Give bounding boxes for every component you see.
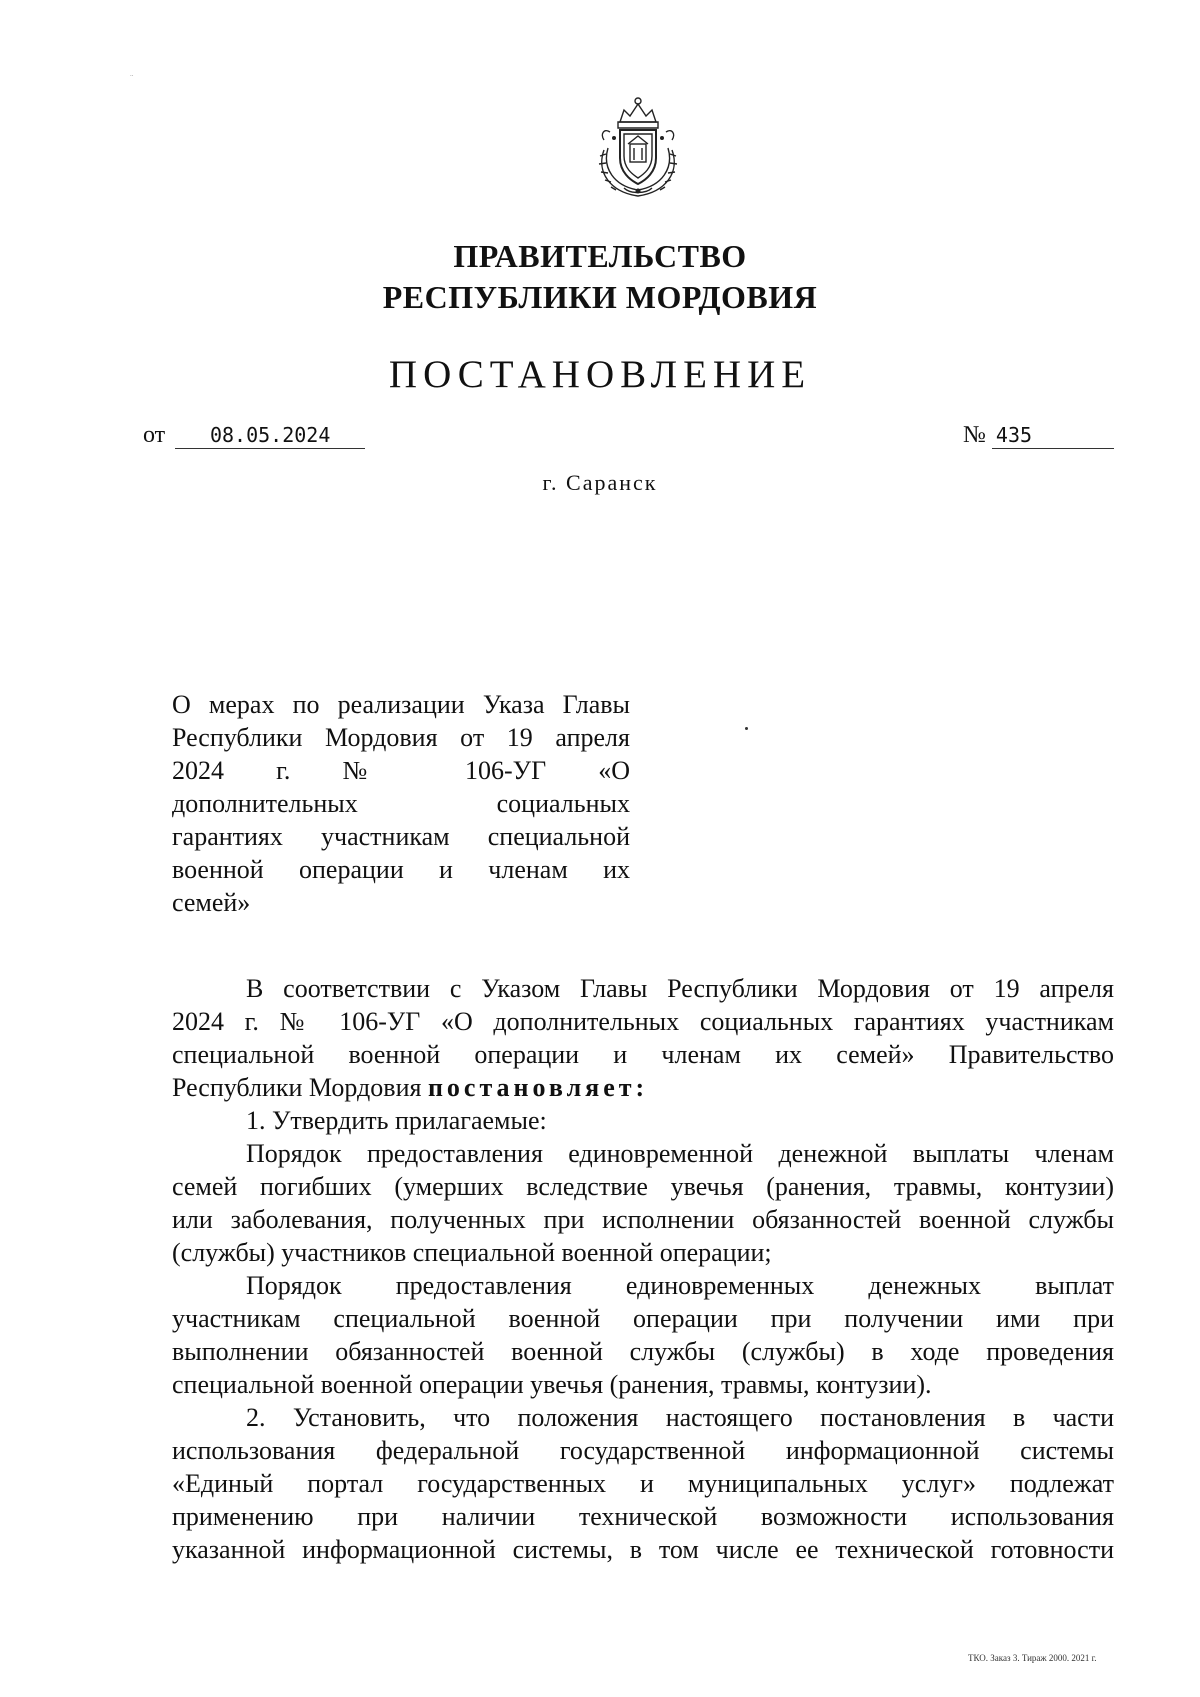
body-line: Порядок предоставления единовременной денежной выплаты членам: [246, 1139, 1114, 1168]
body-line: В соответствии с Указом Главы Республики Мордовия от 19 апреля: [246, 974, 1114, 1003]
coat-of-arms-icon: [590, 92, 686, 200]
body-line: или заболевания, полученных при исполнении обязанностей военной службы: [172, 1205, 1114, 1234]
title-line: дополнительных социальных: [172, 789, 630, 818]
number-prefix: №: [963, 422, 986, 448]
org-name-line1: ПРАВИТЕЛЬСТВО: [453, 238, 747, 274]
item-1: 1. Утвердить прилагаемые:: [246, 1106, 547, 1135]
title-line: семей»: [172, 888, 251, 917]
body-line: 2024 г. № 106-УГ «О дополнительных социальных гарантиях участникам: [172, 1007, 1114, 1036]
body-line: использования федеральной государственной информационной системы: [172, 1436, 1114, 1465]
date-value: 08.05.2024: [175, 423, 365, 449]
body-line: специальной военной операции и членам их семей» Правительство: [172, 1040, 1114, 1069]
body-line: [172, 1071, 1114, 1104]
decree-verb: постановляет:: [427, 1073, 649, 1102]
title-line: 2024 г. № 106-УГ «О: [172, 756, 630, 785]
body-text: Республики Мордовия: [172, 1073, 422, 1102]
document-type: ПОСТАНОВЛЕНИЕ: [388, 353, 812, 396]
date-prefix: от: [143, 422, 166, 448]
body-line: специальной военной операции увечья (ранения, травмы, контузии).: [172, 1370, 932, 1399]
body-line: применению при наличии технической возможности использования: [172, 1502, 1114, 1531]
body-line: участникам специальной военной операции при получении ими при: [172, 1304, 1114, 1333]
scan-speck: [745, 727, 748, 730]
body-line: выполнении обязанностей военной службы (службы) в ходе проведения: [172, 1337, 1114, 1366]
scan-mark: ..: [130, 70, 134, 78]
body-line: Порядок предоставления единовременных денежных выплат: [246, 1271, 1114, 1300]
title-line: О мерах по реализации Указа Главы: [172, 690, 630, 719]
title-line: Республики Мордовия от 19 апреля: [172, 723, 630, 752]
number-field: [963, 422, 1114, 449]
title-line: гарантиях участникам специальной: [172, 822, 630, 851]
body-line: указанной информационной системы, в том числе ее технической готовности: [172, 1535, 1114, 1564]
body-line: 2. Установить, что положения настоящего постановления в части: [246, 1403, 1114, 1432]
body-line: (службы) участников специальной военной операции;: [172, 1238, 772, 1267]
document-title: [172, 688, 630, 919]
title-line: военной операции и членам их: [172, 855, 630, 884]
date-field: [143, 422, 365, 449]
document-body: [172, 972, 1114, 1566]
body-line: «Единый портал государственных и муниципальных услуг» подлежат: [172, 1469, 1114, 1498]
body-line: семей погибших (умерших вследствие увечья (ранения, травмы, контузии): [172, 1172, 1114, 1201]
org-name-line2: РЕСПУБЛИКИ МОРДОВИЯ: [382, 279, 818, 315]
city: г. Саранск: [542, 470, 658, 495]
number-value: 435: [992, 423, 1114, 449]
print-info: ТКО. Заказ 3. Тираж 2000. 2021 г.: [968, 1653, 1097, 1663]
